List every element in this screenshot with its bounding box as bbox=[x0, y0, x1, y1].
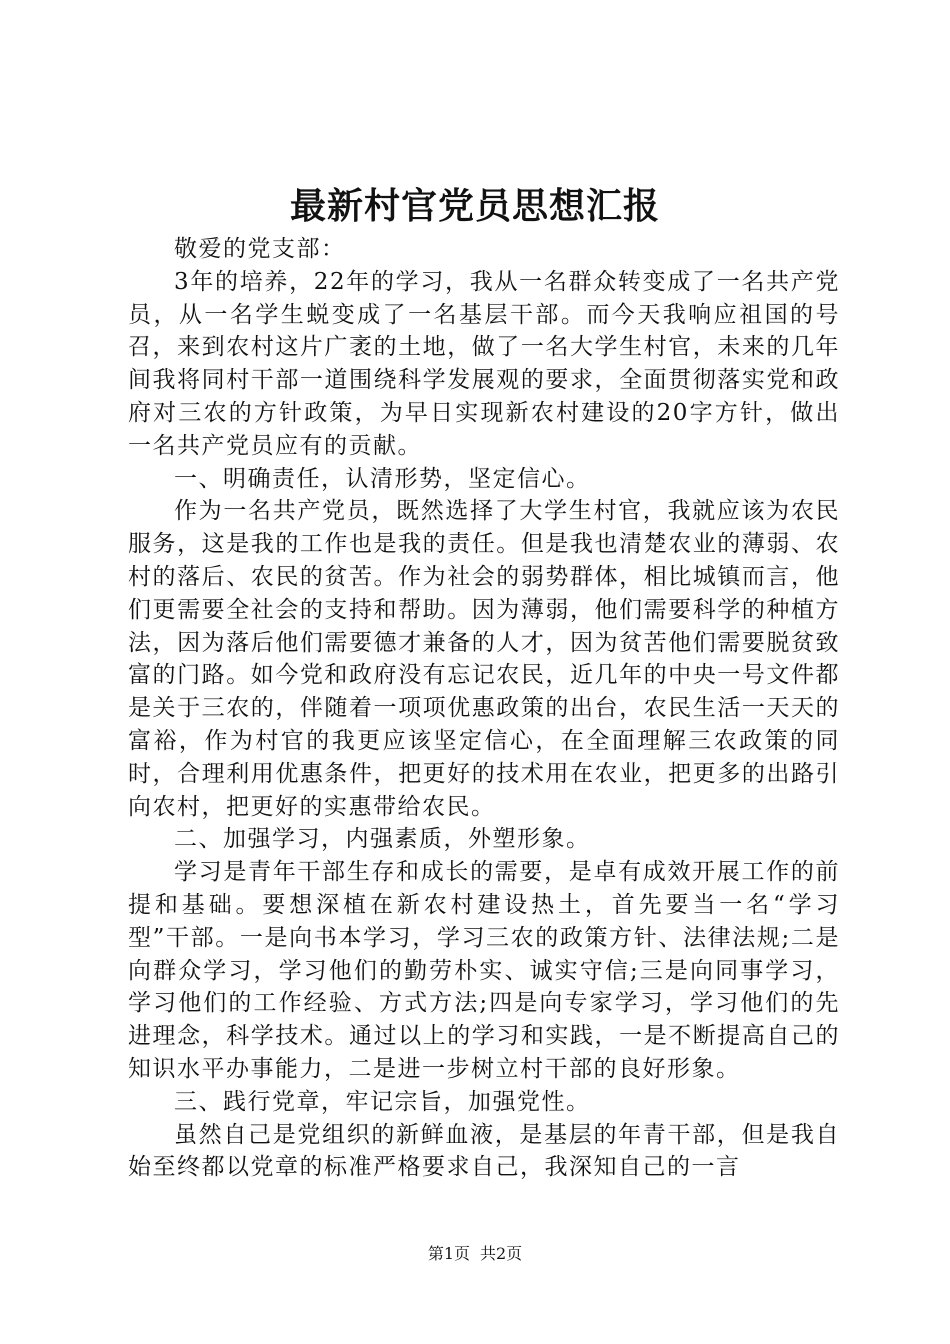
page-footer bbox=[0, 1244, 950, 1264]
body-paragraph: 虽然自己是党组织的新鲜血液，是基层的年青干部，但是我自始至终都以党章的标准严格要求自己，我深知自己的一言 bbox=[128, 1121, 840, 1181]
section-heading: 一、明确责任，认清形势，坚定信心。 bbox=[174, 465, 591, 492]
document-title: 最新村官党员思想汇报 bbox=[289, 186, 660, 227]
salutation: 敬爱的党支部： bbox=[174, 236, 346, 262]
body-paragraph: 3年的培养，22年的学习，我从一名群众转变成了一名共产党员，从一名学生蜕变成了一名基层干部。而今天我响应祖国的号召，来到农村这片广袤的土地，做了一名大学生村官，未来的几年间我将同村干部一道围绕科学发展观的要求，全面贯彻落实党和政府对三农的方针政策，为早日实现新农村建设的20字方针，做出一名共产党员应有的贡献。 bbox=[128, 268, 840, 459]
page-total: 共2页 bbox=[480, 1244, 523, 1263]
document-body bbox=[128, 233, 840, 1184]
section-heading: 二、加强学习，内强素质，外塑形象。 bbox=[174, 826, 591, 853]
body-paragraph: 学习是青年干部生存和成长的需要，是卓有成效开展工作的前提和基础。要想深植在新农村建设热土，首先要当一名“学习型”干部。一是向书本学习，学习三农的政策方针、法律法规;二是向群众学习，学习他们的勤劳朴实、诚实守信;三是向同事学习，学习他们的工作经验、方式方法;四是向专家学习，学习他们的先进理念，科学技术。通过以上的学习和实践，一是不断提高自己的知识水平办事能力，二是进一步树立村干部的良好形象。 bbox=[128, 859, 840, 1082]
page-number: 第1页 bbox=[427, 1244, 470, 1263]
section-heading: 三、践行党章，牢记宗旨，加强党性。 bbox=[174, 1088, 591, 1115]
body-paragraph: 作为一名共产党员，既然选择了大学生村官，我就应该为农民服务，这是我的工作也是我的责任。但是我也清楚农业的薄弱、农村的落后、农民的贫苦。作为社会的弱势群体，相比城镇而言，他们更需要全社会的支持和帮助。因为薄弱，他们需要科学的种植方法，因为落后他们需要德才兼备的人才，因为贫苦他们需要脱贫致富的门路。如今党和政府没有忘记农民，近几年的中央一号文件都是关于三农的，伴随着一项项优惠政策的出台，农民生活一天天的富裕，作为村官的我更应该坚定信心，在全面理解三农政策的同时，合理利用优惠条件，把更好的技术用在农业，把更多的出路引向农村，把更好的实惠带给农民。 bbox=[128, 498, 840, 820]
